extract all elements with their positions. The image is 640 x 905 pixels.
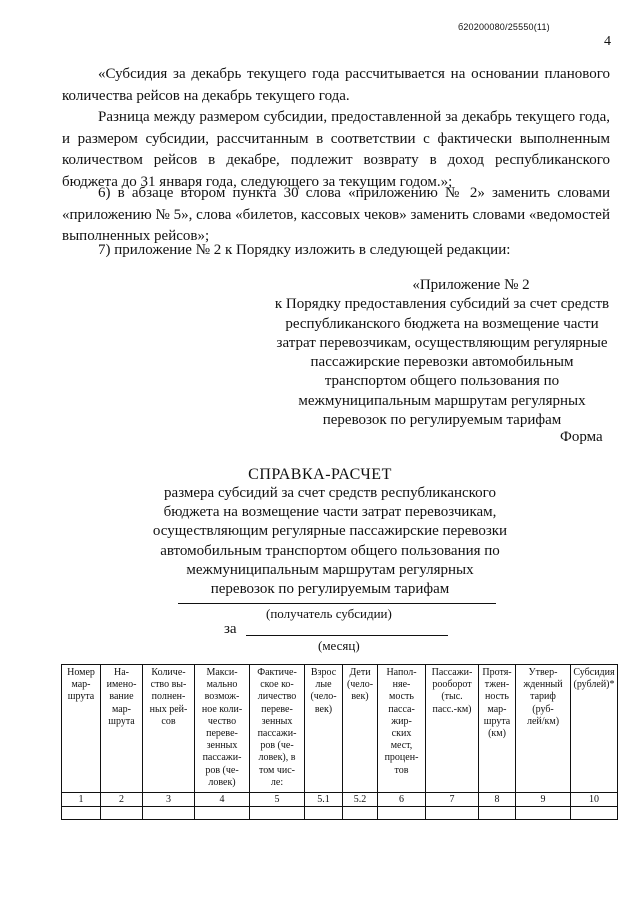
paragraph-subsidy-december: «Субсидия за декабрь текущего года рассчитывается на основании планового количества рейсов на декабрь текущего года. (62, 66, 610, 104)
column-header-line: ное коли- (201, 703, 243, 715)
recipient-caption: (получатель субсидии) (266, 606, 392, 621)
column-header-line: Количе- (151, 667, 186, 678)
appendix-line: пассажирские перевозки автомобильным (310, 354, 574, 371)
empty-cell (426, 807, 479, 820)
empty-cell (250, 807, 305, 820)
column-header-line: мар- (71, 679, 91, 691)
column-header-line: (руб- (532, 703, 554, 715)
column-header-line: ских (391, 728, 412, 740)
table-header-row (62, 665, 618, 793)
column-header-line: век) (351, 691, 369, 703)
column-header-line: мест, (390, 740, 413, 752)
table-empty-row (62, 807, 618, 820)
column-header-line: шрута (483, 715, 511, 727)
column-header-line: зенных (261, 715, 293, 727)
column-number: 7 (426, 793, 479, 807)
column-header-line: ность (485, 691, 509, 703)
column-header-line: полнен- (151, 691, 186, 703)
column-number: 4 (195, 793, 250, 807)
column-header-line: пассажи- (202, 752, 242, 764)
column-header (343, 665, 378, 793)
column-header-line: тжен- (484, 679, 510, 691)
empty-cell (571, 807, 618, 820)
column-header-line: няе- (392, 679, 411, 691)
column-header-line: тариф (530, 691, 556, 703)
column-header-line: чество (207, 715, 237, 727)
column-header-line: сов (161, 715, 176, 727)
column-header-line: жденный (523, 679, 563, 691)
appendix-line: перевозок по регулируемым тарифам (322, 412, 562, 429)
column-number: 5 (250, 793, 305, 807)
month-caption: (месяц) (318, 638, 360, 653)
column-header-line: мар- (111, 703, 132, 715)
subtitle-line: перевозок по регулируемым тарифам (210, 581, 450, 598)
column-header-line: (чело- (346, 679, 374, 691)
document-id: б20200080/25550(11) (458, 22, 550, 32)
column-header-line: личество (257, 691, 297, 703)
column-header-line: имено- (106, 679, 137, 691)
column-header-line: ле: (270, 776, 284, 788)
column-header-line: мально (206, 679, 238, 691)
column-header-line: Утвер- (528, 667, 558, 678)
column-number: 5.2 (343, 793, 378, 807)
column-header-line: (рублей)* (573, 679, 615, 691)
column-header-line: (чело- (310, 691, 337, 703)
column-number: 10 (571, 793, 618, 807)
paragraph-item-6: 6) в абзаце втором пункта 30 слова «приложению № 2» заменить словами «приложению № 5», слова «билетов, кассовых чеков» заменить словами «ведомостей выполненных рейсов»; (62, 185, 610, 244)
column-header-line: ловек) (208, 776, 236, 788)
column-header (516, 665, 571, 793)
column-header-line: мость (389, 691, 414, 703)
column-header-line: Напол- (386, 667, 417, 678)
column-header (479, 665, 516, 793)
column-header (305, 665, 343, 793)
column-header-line: Протя- (482, 667, 512, 678)
column-number: 5.1 (305, 793, 343, 807)
column-header (571, 665, 618, 793)
column-number: 3 (143, 793, 195, 807)
table-column-numbers-row (62, 793, 618, 807)
empty-cell (143, 807, 195, 820)
column-header-line: жир- (391, 715, 412, 727)
calculation-table (61, 664, 618, 820)
subtitle-line: размера субсидий за счет средств республиканского (164, 485, 496, 501)
recipient-blank-line (178, 603, 496, 604)
column-header-line: ров (че- (205, 764, 239, 776)
column-header-line: лей/км) (526, 715, 560, 727)
column-header-line: возмож- (204, 691, 240, 703)
column-header-line: лые (315, 679, 332, 691)
empty-cell (516, 807, 571, 820)
page-number: 4 (604, 34, 611, 49)
column-number: 8 (479, 793, 516, 807)
appendix-title: «Приложение № 2 (412, 277, 530, 293)
form-label: Форма (560, 429, 603, 445)
empty-cell (305, 807, 343, 820)
column-header-line: Субсидия (573, 667, 615, 678)
appendix-line: затрат перевозчикам, осуществляющим регулярные (276, 334, 608, 351)
column-header-line: шрута (108, 715, 135, 727)
appendix-line: межмуниципальным маршрутам регулярных (298, 392, 586, 409)
column-number: 6 (378, 793, 426, 807)
column-header-line: шрута (67, 691, 95, 703)
column-header-line: (км) (488, 728, 506, 740)
column-header (101, 665, 143, 793)
column-header (62, 665, 101, 793)
column-header (195, 665, 250, 793)
column-header-line: ловек), в (258, 752, 296, 764)
subtitle-line: осуществляющим регулярные пассажирские перевозки (152, 523, 508, 540)
document-subtitle (118, 484, 542, 599)
empty-cell (62, 807, 101, 820)
paragraph-item-7: 7) приложение № 2 к Порядку изложить в следующей редакции: (98, 242, 511, 258)
appendix-heading (262, 276, 622, 430)
column-header-line: пассажи- (257, 728, 297, 740)
column-header-line: ское ко- (260, 679, 294, 691)
column-header-line: тов (394, 764, 409, 776)
column-header-line: переве- (261, 703, 293, 715)
subtitle-line: автомобильным транспортом общего пользования по (160, 542, 500, 559)
column-header-line: Пассажи- (431, 667, 473, 678)
period-prefix: за (224, 621, 237, 637)
column-header-line: ство вы- (150, 679, 187, 691)
column-header-line: Дети (349, 667, 371, 678)
document-title: СПРАВКА-РАСЧЕТ (248, 466, 392, 483)
column-header (250, 665, 305, 793)
subtitle-line: бюджета на возмещение части затрат перевозчикам, (163, 504, 497, 521)
column-header-line: пасс.-км) (432, 703, 472, 715)
appendix-line: к Порядку предоставления субсидий за счет средств (274, 296, 610, 313)
column-header-line: век) (314, 703, 333, 715)
empty-cell (343, 807, 378, 820)
column-header-line: перевe- (206, 728, 238, 740)
column-header-line: зенных (206, 740, 238, 752)
column-header-line: вание (109, 691, 134, 703)
column-number: 1 (62, 793, 101, 807)
column-header-line: (тыс. (441, 691, 463, 703)
column-header-line: Взрос (310, 667, 337, 678)
appendix-line: транспортом общего пользования по (324, 373, 560, 390)
empty-cell (479, 807, 516, 820)
column-header-line: Фактиче- (257, 667, 297, 678)
column-header-line: рооборот (432, 679, 472, 691)
column-header (426, 665, 479, 793)
column-header (378, 665, 426, 793)
column-header-line: Номер (67, 667, 95, 678)
column-header (143, 665, 195, 793)
empty-cell (195, 807, 250, 820)
column-header-line: ных рей- (149, 703, 188, 715)
column-header-line: пасса- (388, 703, 415, 715)
empty-cell (101, 807, 143, 820)
column-header-line: ров (че- (260, 740, 294, 752)
paragraph-difference-refund: Разница между размером субсидии, предоставленной за декабрь текущего года, и размером субсидии, рассчитанным в соответствии с фактически выполненным количеством рейсов в декабре, подлежит возврату в доход республиканского бюджета до 31 января года, следующего за текущим годом.»; (62, 109, 610, 190)
appendix-line: республиканского бюджета на возмещение части (285, 315, 599, 332)
column-number: 2 (101, 793, 143, 807)
column-header-line: том чис- (258, 764, 296, 776)
month-blank-line (246, 635, 448, 636)
column-number: 9 (516, 793, 571, 807)
column-header-line: мар- (487, 703, 507, 715)
column-header-line: На- (114, 667, 129, 678)
subtitle-line: межмуниципальным маршрутам регулярных (186, 561, 474, 578)
column-header-line: процен- (384, 752, 419, 764)
column-header-line: Макси- (206, 667, 238, 678)
empty-cell (378, 807, 426, 820)
